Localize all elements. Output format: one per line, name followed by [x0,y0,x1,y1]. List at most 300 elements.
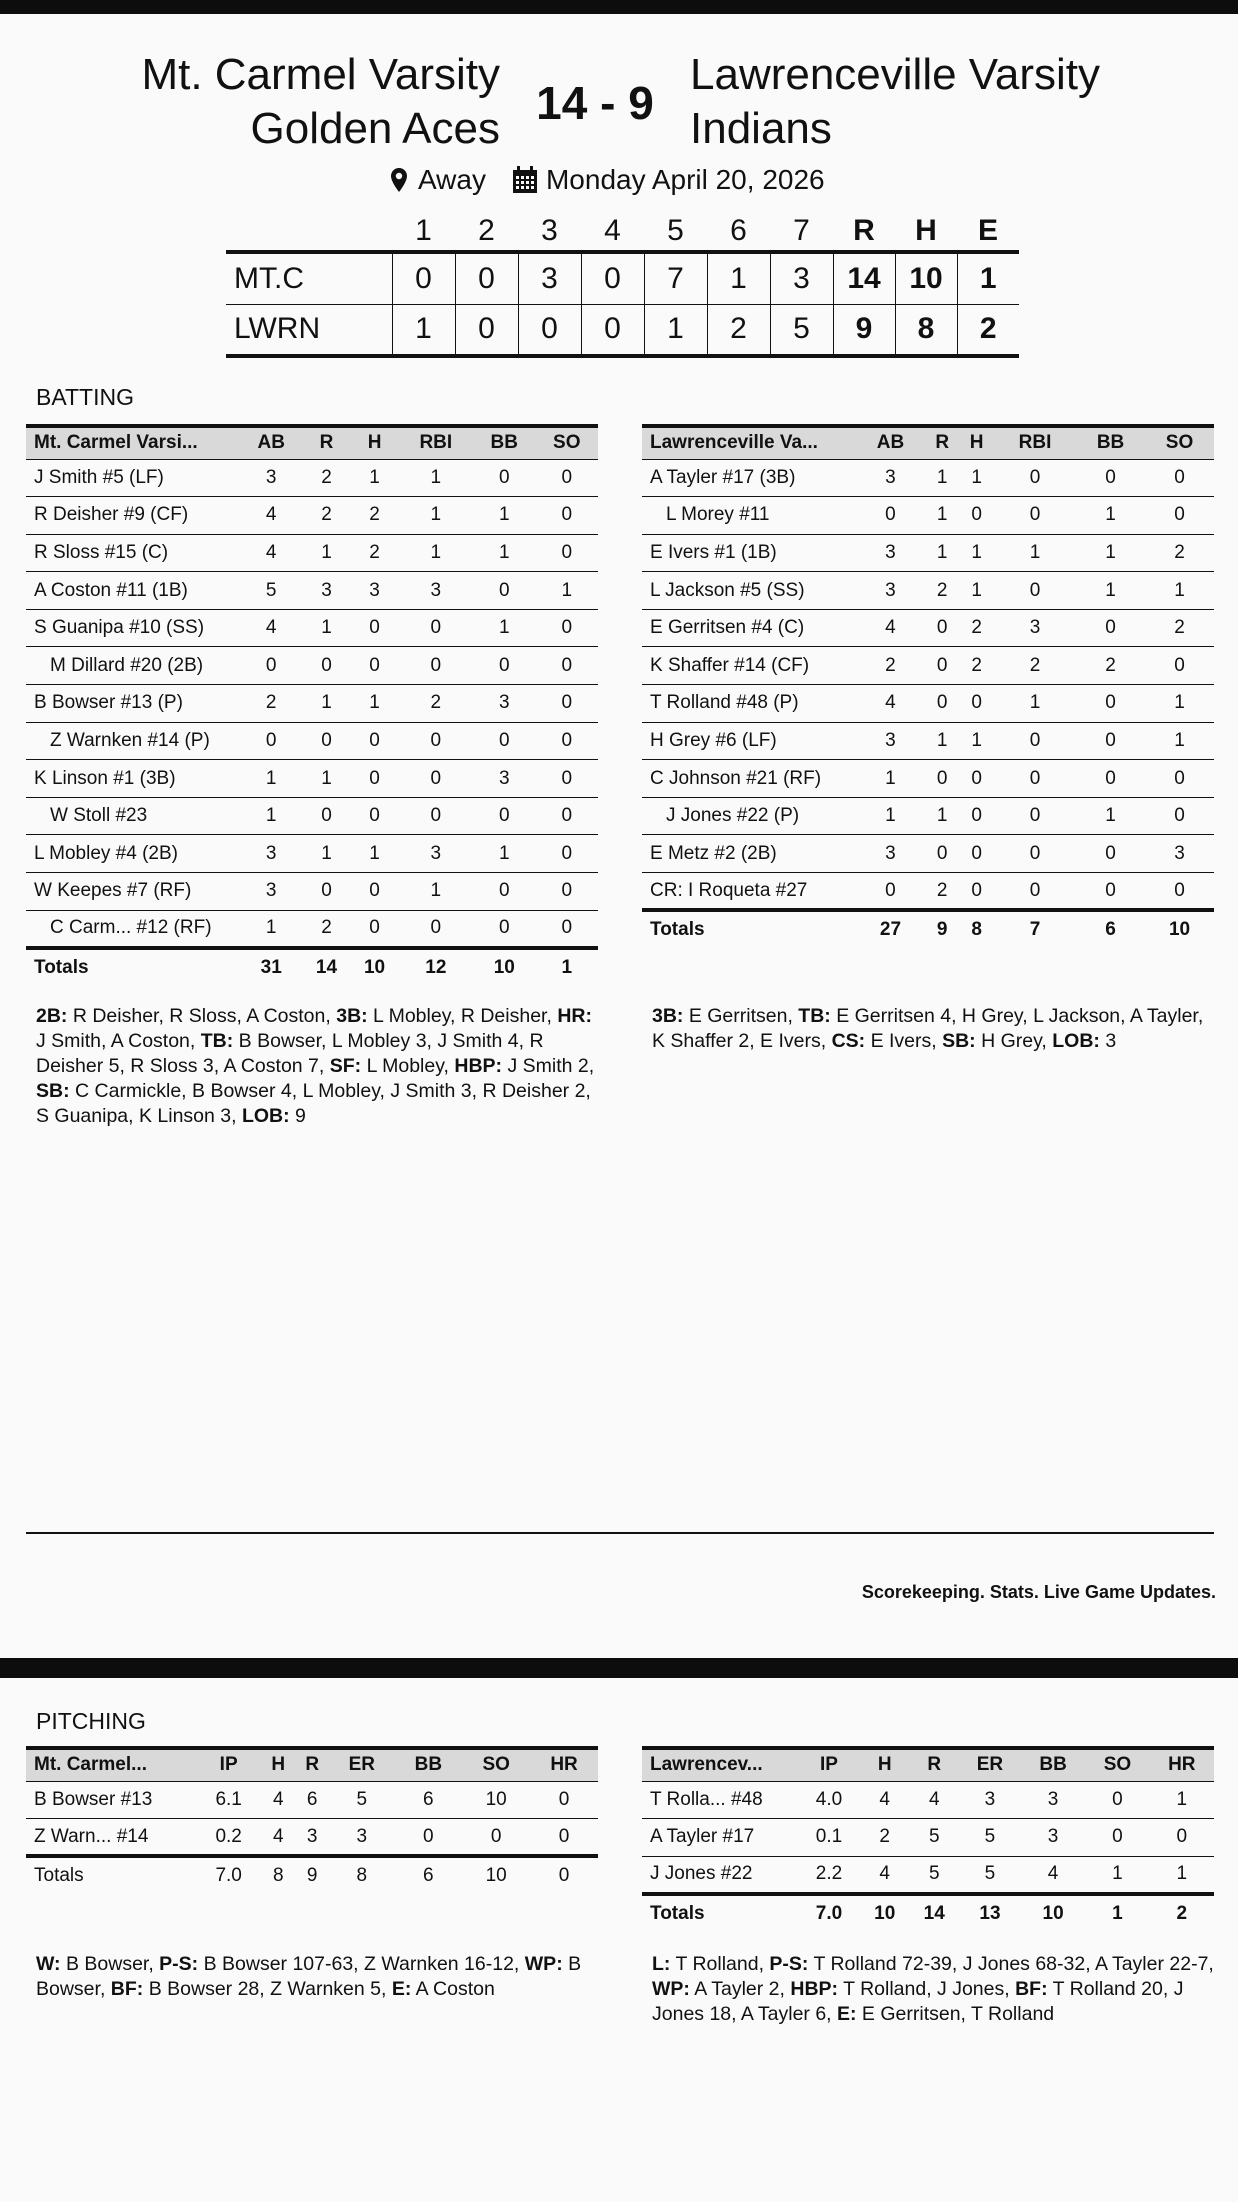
player-row [26,873,598,911]
stat-column-header: AB [856,426,925,459]
player-name: L Mobley #4 (2B) [26,835,240,873]
totals-label: Totals [642,1894,798,1932]
stat-cell: 2 [302,459,350,497]
stat-cell: 0 [351,873,399,911]
player-name: J Jones #22 (P) [642,797,856,835]
totals-cell: 12 [399,948,473,986]
stat-cell: 0 [240,722,302,760]
player-row [26,572,598,610]
player-name: Z Warnken #14 (P) [26,722,240,760]
player-row [642,459,1214,497]
note-text: B Bowser, [60,1953,160,1975]
stat-cell: 0 [885,879,896,901]
note-text: B Bowser, [36,1953,582,2000]
note-text: T Rolland, [670,1953,770,1975]
stat-cell: 4 [860,1781,910,1819]
stat-cell: 0 [369,917,380,939]
stat-cell: 6.1 [196,1781,261,1819]
stat-cell: 0 [399,722,473,760]
player-row [642,760,1214,798]
stat-cell: 0 [1085,1781,1149,1819]
stat-cell: 0.2 [215,1825,242,1847]
stat-cell: 0 [473,722,535,760]
stat-column-header: H [261,1748,295,1781]
stat-cell: 1 [399,497,473,535]
player-row [642,873,1214,911]
stat-column-header: ER [959,1748,1021,1781]
note-text: E Ivers, [865,1030,943,1052]
stat-column-header: IP [196,1748,261,1781]
stat-column-header: ER [329,1748,394,1781]
linescore-row-home [226,304,1019,356]
player-row [642,647,1214,685]
totals-row [26,1856,598,1894]
stat-cell: 0 [399,760,473,798]
stat-cell: 3 [356,1825,368,1847]
stat-cell: 3 [959,1781,1021,1819]
stat-cell: 2 [302,497,350,535]
pitching-notes-away [36,1952,604,2002]
stat-cell: 0 [994,722,1076,760]
stat-cell: 4 [856,685,925,723]
hits-header: H [915,214,937,247]
stat-cell: 1 [1076,534,1145,572]
stat-cell: 2 [860,1819,910,1857]
player-row [642,1819,1214,1857]
team-column-header: Lawrenceville Va... [642,426,856,459]
total-runs: 9 [833,304,895,356]
stat-cell: 1 [265,917,277,939]
note-label: CS: [831,1030,866,1052]
stat-column-header: BB [1021,1748,1085,1781]
stat-cell: 0 [1076,685,1145,723]
batting-notes-away [36,1004,604,1129]
stat-cell: 1 [1076,497,1145,535]
inning-score: 3 [770,252,833,304]
stat-cell: 0 [994,760,1076,798]
note-label: HBP: [790,1978,839,2000]
note-text: B Bowser 28, Z Warnken 5, [143,1978,392,2000]
stat-cell: 1 [473,497,535,535]
stat-cell: 1 [351,835,399,873]
stat-cell: 3 [856,722,925,760]
note-label: 3B: [652,1005,684,1027]
player-name: R Sloss #15 (C) [26,534,240,572]
note-text: B Bowser 107-63, Z Warnken 16-12, [198,1953,525,1975]
pitching-table-home [642,1746,1214,1931]
stat-column-header: SO [535,426,598,459]
pitching-table-away [26,1746,598,1894]
stat-cell: 1 [1112,1863,1123,1885]
team-column-header: Lawrencev... [642,1748,798,1781]
stat-cell: 0 [994,835,1076,873]
stat-column-header: BB [1076,426,1145,459]
linescore-team: LWRN [226,304,392,356]
stat-cell: 0 [558,1825,570,1847]
stat-column-header: SO [1145,426,1214,459]
stat-cell: 3 [302,572,350,610]
stat-cell: 2 [994,647,1076,685]
stat-cell: 2 [1145,609,1214,647]
linescore-team: MT.C [226,252,392,304]
stat-cell: 1 [473,534,535,572]
stat-cell: 1 [1076,797,1145,835]
stat-cell: 2 [321,917,332,939]
stat-cell: 0 [1145,459,1214,497]
stat-cell: 4 [240,609,302,647]
stat-cell: 3 [399,835,473,873]
errors-header: E [977,214,998,247]
stat-cell: 0 [959,685,993,723]
stat-cell: 2 [959,647,993,685]
stat-cell: 0 [351,760,399,798]
inning-score: 1 [392,304,455,356]
note-label: WP: [524,1953,563,1975]
stat-cell: 0 [535,497,598,535]
stat-column-header: RBI [399,426,473,459]
stat-cell: 0 [535,647,598,685]
totals-cell: 6 [1076,910,1145,948]
note-label: L: [652,1953,671,1975]
player-row [642,1781,1214,1819]
stat-column-header: AB [240,426,302,459]
stat-cell: 1 [302,534,350,572]
stat-column-header: SO [462,1748,530,1781]
totals-cell: 1 [1085,1894,1149,1932]
player-name: T Rolland #48 (P) [642,685,856,723]
stat-cell: 0 [351,647,399,685]
note-text: 9 [289,1105,306,1127]
inning-score: 7 [644,252,707,304]
footer-divider [26,1532,1214,1534]
game-meta [390,164,825,196]
stat-cell: 0 [1076,459,1145,497]
player-name: H Grey #6 (LF) [642,722,856,760]
stat-cell: 0 [423,1825,434,1847]
stat-cell: 4 [240,497,302,535]
stat-cell: 0 [302,873,350,911]
batting-notes-home [652,1004,1218,1054]
stat-column-header: RBI [994,426,1076,459]
note-label: LOB: [1052,1030,1100,1052]
note-label: E: [837,2003,857,2025]
pitching-notes-home [652,1952,1218,2027]
note-label: 2B: [36,1005,68,1027]
stat-column-header: HR [1150,1748,1214,1781]
stat-cell: 0 [535,609,598,647]
inning-header: 7 [793,214,810,247]
player-row [642,722,1214,760]
stat-cell: 1 [535,572,598,610]
stat-cell: 1 [994,685,1076,723]
note-label: TB: [200,1030,234,1052]
batting-table-away [26,424,598,985]
stat-cell: 0 [959,797,993,835]
stat-cell: 0 [925,685,959,723]
player-name: A Tayler #17 [642,1819,798,1857]
home-team-name [690,48,1210,156]
stat-cell: 0 [240,647,302,685]
totals-cell: 7.0 [798,1894,860,1932]
stat-cell: 1 [1076,572,1145,610]
totals-cell: 8 [329,1856,394,1894]
stat-cell: 4.0 [798,1781,860,1819]
inning-header: 5 [667,214,684,247]
totals-cell: 13 [959,1894,1021,1932]
totals-cell: 9 [925,910,959,948]
note-label: SB: [36,1080,70,1102]
stat-cell: 0 [994,797,1076,835]
player-row [26,497,598,535]
player-name: R Deisher #9 (CF) [26,497,240,535]
note-label: HR: [557,1005,592,1027]
note-label: BF: [1015,1978,1048,2000]
stat-cell: 4 [856,609,925,647]
stat-cell: 5 [984,1863,996,1885]
stat-cell: 0 [1076,609,1145,647]
note-text: R Deisher, R Sloss, A Coston, [67,1005,337,1027]
totals-label: Totals [642,910,856,948]
stat-cell: 0 [856,497,925,535]
stat-cell: 4 [272,1825,284,1847]
inning-score: 2 [707,304,770,356]
stat-cell: 2 [399,685,473,723]
note-text: E Gerritsen 4, H Grey, L Jackson, A Tayler, K Shaffer 2, E Ivers, [652,1005,1204,1052]
stat-cell: 4 [261,1781,295,1819]
stat-column-header: H [860,1748,910,1781]
stat-cell: 0 [561,917,573,939]
note-label: HBP: [454,1055,503,1077]
player-row [26,647,598,685]
totals-cell: 10 [1021,1894,1085,1932]
footer-tagline: Scorekeeping. Stats. Live Game Updates. [861,1582,1216,1602]
player-name: B Bowser #13 [26,1781,196,1819]
player-name: Z Warn... #14 [34,1825,149,1847]
totals-cell: 31 [240,948,302,986]
stat-cell: 0 [535,873,598,911]
stat-cell: 4 [879,1863,890,1885]
stat-column-header: SO [1085,1748,1149,1781]
stat-cell: 0 [535,685,598,723]
stat-cell: 1 [351,459,399,497]
stat-cell: 0 [399,609,473,647]
note-text: T Rolland 72-39, J Jones 68-32, A Tayler 22-7, [808,1953,1214,1975]
stat-cell: 0 [1029,879,1041,901]
stat-cell: 1 [856,760,925,798]
stat-cell: 1 [240,797,302,835]
player-row [642,797,1214,835]
stat-cell: 1 [399,873,473,911]
stat-cell: 6 [394,1781,462,1819]
player-row [642,835,1214,873]
map-pin-icon [390,167,408,193]
note-label: SB: [942,1030,976,1052]
away-team-name [60,48,500,156]
player-name: W Keepes #7 (RF) [26,873,240,911]
player-row [26,722,598,760]
stat-cell: 0 [351,609,399,647]
stat-cell: 0 [1105,879,1116,901]
player-row [26,1781,598,1819]
inning-score: 3 [518,252,581,304]
stat-cell: 0 [994,459,1076,497]
totals-cell: 2 [1150,1894,1214,1932]
stat-cell: 0 [959,497,993,535]
note-text: L Mobley, [361,1055,455,1077]
note-text: H Grey, [975,1030,1053,1052]
player-row [642,609,1214,647]
inning-score: 0 [455,252,518,304]
player-row [642,1856,1214,1894]
player-name: K Linson #1 (3B) [26,760,240,798]
stat-cell: 0 [1085,1819,1149,1857]
stat-column-header: BB [473,426,535,459]
stat-cell: 0 [1145,760,1214,798]
stat-cell: 0 [473,459,535,497]
total-hits: 8 [895,304,957,356]
stat-cell: 0 [535,722,598,760]
player-name: C Johnson #21 (RF) [642,760,856,798]
inning-score: 1 [644,304,707,356]
linescore-header [226,212,1019,252]
totals-cell: 7.0 [196,1856,261,1894]
stat-cell: 0 [535,797,598,835]
totals-cell: 10 [462,1856,530,1894]
stat-cell: 1 [351,685,399,723]
inning-header: 6 [730,214,747,247]
player-name: B Bowser #13 (P) [26,685,240,723]
note-text: L Mobley, R Deisher, [367,1005,558,1027]
totals-cell: 10 [860,1894,910,1932]
stat-cell: 1 [925,459,959,497]
player-name: E Ivers #1 (1B) [642,534,856,572]
player-name: K Shaffer #14 (CF) [642,647,856,685]
stat-cell: 0 [994,572,1076,610]
stat-cell: 2 [351,534,399,572]
stat-cell: 0 [535,459,598,497]
stat-column-header: R [295,1748,329,1781]
away-team-line2: Golden Aces [250,104,500,153]
away-team-line1: Mt. Carmel Varsity [141,50,500,99]
stat-cell: 0.1 [798,1819,860,1857]
stat-cell: 2 [240,685,302,723]
batting-header-row [642,426,1214,459]
stat-column-header: H [351,426,399,459]
player-row [26,910,598,948]
player-row [642,497,1214,535]
top-bar [0,0,1238,14]
total-hits: 10 [895,252,957,304]
stat-cell: 0 [473,572,535,610]
stat-cell: 1 [302,609,350,647]
stat-cell: 2 [1076,647,1145,685]
stat-cell: 1 [925,497,959,535]
player-name: M Dillard #20 (2B) [26,647,240,685]
player-row [642,572,1214,610]
total-errors: 1 [957,252,1019,304]
stat-cell: 0 [535,760,598,798]
totals-cell: 14 [909,1894,959,1932]
player-name: W Stoll #23 [26,797,240,835]
stat-cell: 2 [1145,534,1214,572]
stat-cell: 5 [909,1819,959,1857]
player-name: L Jackson #5 (SS) [642,572,856,610]
stat-cell: 3 [240,873,302,911]
stat-cell: 1 [959,459,993,497]
stat-cell: 0 [1076,835,1145,873]
stat-cell: 1 [302,760,350,798]
player-name: J Smith #5 (LF) [26,459,240,497]
stat-cell: 0 [1145,797,1214,835]
note-label: TB: [798,1005,831,1027]
location-text: Away [418,164,486,195]
note-text: C Carmickle, B Bowser 4, L Mobley, J Smith 3, R Deisher 2, S Guanipa, K Linson 3, [36,1080,591,1127]
totals-cell: 27 [856,910,925,948]
stat-cell: 1 [925,797,959,835]
stat-cell: 0 [925,609,959,647]
player-name: CR: I Roqueta #27 [650,879,808,901]
stat-cell: 0 [351,797,399,835]
stat-column-header: R [909,1748,959,1781]
stat-column-header: BB [394,1748,462,1781]
inning-header: 3 [541,214,558,247]
totals-row [642,910,1214,948]
player-name: E Gerritsen #4 (C) [642,609,856,647]
stat-cell: 3 [1145,835,1214,873]
inning-header: 4 [604,214,621,247]
note-text: T Rolland 20, J Jones 18, A Tayler 6, [652,1978,1184,2025]
stat-column-header: R [925,426,959,459]
inning-score: 0 [392,252,455,304]
note-text: A Tayler 2, [689,1978,791,2000]
player-name: L Morey #11 [642,497,856,535]
stat-cell: 3 [473,760,535,798]
stat-cell: 0 [1174,879,1185,901]
totals-cell: 0 [530,1856,598,1894]
stat-cell: 0 [535,835,598,873]
player-name: A Tayler #17 (3B) [642,459,856,497]
player-row [26,760,598,798]
runs-header: R [853,214,875,247]
note-label: BF: [110,1978,144,2000]
stat-cell: 0 [925,835,959,873]
stat-cell: 0 [399,797,473,835]
player-row [26,797,598,835]
note-label: SF: [329,1055,362,1077]
stat-cell: 0 [302,647,350,685]
inning-score: 0 [518,304,581,356]
stat-cell: 1 [302,835,350,873]
note-label: 3B: [336,1005,368,1027]
stat-cell: 4 [240,534,302,572]
stat-cell: 0 [994,497,1076,535]
totals-label: Totals [26,948,240,986]
note-text: E Gerritsen, T Rolland [856,2003,1055,2025]
stat-cell: 1 [959,722,993,760]
stat-cell: 0 [473,797,535,835]
stat-cell: 0 [1076,722,1145,760]
stat-cell: 5 [959,1819,1021,1857]
inning-score: 0 [581,304,644,356]
note-text: A Coston [411,1978,495,2000]
note-label: P-S: [769,1953,809,1975]
stat-cell: 5 [329,1781,394,1819]
stat-cell: 5 [240,572,302,610]
stat-cell: 3 [399,572,473,610]
totals-cell: 10 [351,948,399,986]
stat-cell: 1 [925,534,959,572]
stat-cell: 1 [1150,1781,1214,1819]
